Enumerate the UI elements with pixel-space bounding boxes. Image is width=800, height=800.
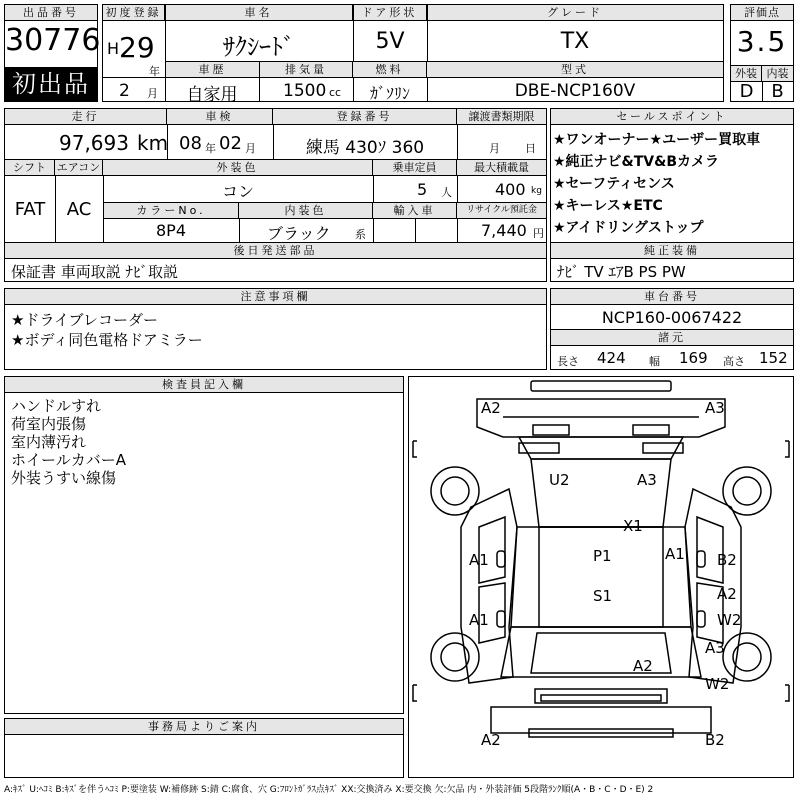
- lot-label: 出品番号: [5, 5, 97, 21]
- sales-label: セールスポイント: [551, 109, 793, 125]
- displacement-label: 排気量: [260, 62, 353, 78]
- capacity: 5: [417, 180, 428, 199]
- damage-mark: A2: [481, 731, 501, 749]
- damage-mark: A1: [665, 545, 685, 563]
- damage-mark: A1: [469, 611, 489, 629]
- inspector-line: ハンドルすれ: [11, 397, 102, 415]
- damage-mark: P1: [593, 547, 612, 565]
- inspector-line: 外装うすい線傷: [11, 469, 117, 487]
- year-unit: 年: [149, 65, 160, 78]
- damage-mark: W2: [717, 611, 742, 629]
- ext-color: コン: [221, 182, 254, 201]
- displacement: 1500: [283, 81, 327, 101]
- inspector-line: 荷室内張傷: [11, 415, 87, 433]
- height-label: 高さ: [723, 355, 745, 368]
- color-no-label: カラーNo.: [104, 203, 239, 219]
- int-label: 内装: [762, 66, 793, 82]
- int-grade: B: [771, 81, 784, 102]
- era: H: [107, 39, 120, 58]
- sales-point: ★セーフティセンス: [553, 176, 675, 192]
- notes-box: [4, 288, 547, 370]
- legend: A:ｷｽﾞ U:ﾍｺﾐ B:ｷｽﾞを伴うﾍｺﾐ P:要塗装 W:補修跡 S:錆 C:腐食、穴 G:ﾌﾛﾝﾄｶﾞﾗｽ点ｷｽﾞ XX:交換済み X:要交換 欠:欠品 内・外装評価 5段階ﾗﾝｸ順(A・B・C・D・E) 2: [4, 785, 654, 795]
- shift: FAT: [14, 199, 46, 220]
- sales-point: ★ワンオーナー★ユーザー買取車: [553, 132, 761, 148]
- reg-label: 初度登録: [103, 5, 165, 21]
- later-parts-label: 後日発送部品: [5, 243, 546, 259]
- damage-mark: U2: [549, 471, 570, 489]
- transfer-label: 譲渡書類期限: [457, 109, 546, 125]
- notes-label: 注意事項欄: [5, 289, 546, 305]
- later-parts: 保証書 車両取説 ﾅﾋﾞ取説: [11, 263, 179, 281]
- chassis-label: 車台番号: [551, 289, 793, 305]
- month-unit: 月: [147, 87, 158, 100]
- fuel-label: 燃料: [353, 62, 427, 78]
- inspection-month: 02: [219, 133, 242, 154]
- color-no: 8P4: [155, 221, 186, 240]
- lot-number: 30776: [5, 23, 101, 58]
- office-box: [4, 718, 404, 778]
- inspector-line: ホイールカバーA: [11, 451, 126, 469]
- recycle-unit: 円: [533, 227, 544, 240]
- score-box: [730, 4, 794, 102]
- ac-label: エアコン: [55, 160, 103, 176]
- transfer-day-unit: 日: [525, 142, 536, 155]
- first-listing-badge: 初出品: [5, 67, 97, 101]
- model: DBE-NCP160V: [514, 81, 636, 101]
- sales-points-box: [550, 108, 794, 282]
- load-label: 最大積載量: [457, 160, 546, 176]
- damage-mark: A2: [717, 585, 737, 603]
- length: 424: [597, 349, 626, 367]
- car-outline-drawing: [409, 377, 793, 777]
- chassis-box: [550, 288, 794, 370]
- history: 自家用: [186, 85, 238, 105]
- inspection-label: 車検: [167, 109, 273, 125]
- grade: TX: [560, 29, 590, 54]
- lot-box: [4, 4, 101, 102]
- sales-point: ★純正ナビ&TV&Bカメラ: [553, 154, 720, 170]
- int-color: ブラック: [267, 224, 331, 243]
- inspector-box: [4, 376, 404, 714]
- width: 169: [679, 349, 708, 367]
- capacity-unit: 人: [441, 186, 452, 199]
- damage-mark: A3: [637, 471, 657, 489]
- import-label: 輸入車: [373, 203, 457, 219]
- model-label: 型式: [427, 62, 723, 78]
- damage-mark: A3: [705, 639, 725, 657]
- car-name-label: 車名: [165, 5, 353, 21]
- car-diagram: [408, 376, 794, 778]
- length-label: 長さ: [557, 355, 579, 368]
- plate-label: 登録番号: [273, 109, 457, 125]
- mileage: 97,693: [59, 131, 129, 155]
- door-label: ドア形状: [353, 5, 427, 21]
- damage-mark: B2: [705, 731, 725, 749]
- shift-label: シフト: [5, 160, 55, 176]
- displacement-unit: cc: [329, 86, 342, 99]
- height: 152: [759, 349, 788, 367]
- plate-number: 練馬 430ｿ 360: [305, 138, 425, 158]
- equip: ﾅﾋﾞ TV ｴｱB PS PW: [557, 263, 686, 281]
- damage-mark: B2: [717, 551, 737, 569]
- inspection-year-unit: 年: [205, 142, 216, 155]
- load: 400: [495, 180, 526, 199]
- mileage-unit: km: [137, 131, 169, 155]
- equip-label: 純正装備: [551, 243, 793, 259]
- chassis-number: NCP160-0067422: [601, 308, 743, 327]
- load-unit: kg: [531, 186, 542, 196]
- history-label: 車歴: [166, 62, 260, 78]
- damage-mark: A2: [481, 399, 501, 417]
- damage-mark: A3: [705, 399, 725, 417]
- score-label: 評価点: [731, 5, 793, 21]
- mileage-label: 走行: [5, 109, 167, 125]
- reg-year: 29: [119, 31, 155, 64]
- note-line: ★ボディ同色電格ドアミラー: [11, 331, 203, 349]
- width-label: 幅: [649, 355, 660, 368]
- ext-grade: D: [739, 81, 754, 102]
- damage-mark: S1: [593, 587, 613, 605]
- inspector-label: 検査員記入欄: [5, 377, 403, 393]
- capacity-label: 乗車定員: [373, 160, 457, 176]
- inspector-line: 室内薄汚れ: [11, 433, 87, 451]
- detail-table: [4, 108, 547, 282]
- int-color-unit: 系: [355, 228, 366, 241]
- sales-point: ★キーレス★ETC: [553, 198, 663, 214]
- transfer-month-unit: 月: [489, 142, 500, 155]
- door-type: 5V: [375, 29, 405, 54]
- damage-mark: W2: [705, 675, 730, 693]
- ac: AC: [66, 199, 92, 220]
- damage-mark: A2: [633, 657, 653, 675]
- note-line: ★ドライブレコーダー: [11, 311, 158, 329]
- spec-label: 諸元: [551, 330, 793, 346]
- fuel: ｶﾞｿﾘﾝ: [369, 84, 410, 103]
- damage-mark: A1: [469, 551, 489, 569]
- ext-color-label: 外装色: [103, 160, 373, 176]
- recycle-amount: 7,440: [481, 221, 527, 240]
- damage-mark: X1: [623, 517, 643, 535]
- int-color-label: 内装色: [239, 203, 373, 219]
- grade-label: グレード: [427, 5, 723, 21]
- sales-point: ★アイドリングストップ: [553, 220, 704, 236]
- car-name: ｻｸｼｰﾄﾞ: [223, 33, 295, 61]
- inspection-month-unit: 月: [245, 142, 256, 155]
- ext-label: 外装: [731, 66, 762, 82]
- header-table: [102, 4, 724, 105]
- reg-month: 2: [119, 81, 130, 101]
- inspection-year: 08: [179, 133, 202, 154]
- recycle-label: リサイクル預託金: [457, 203, 546, 219]
- score: 3.5: [736, 25, 788, 58]
- office-label: 事務局よりご案内: [5, 719, 403, 735]
